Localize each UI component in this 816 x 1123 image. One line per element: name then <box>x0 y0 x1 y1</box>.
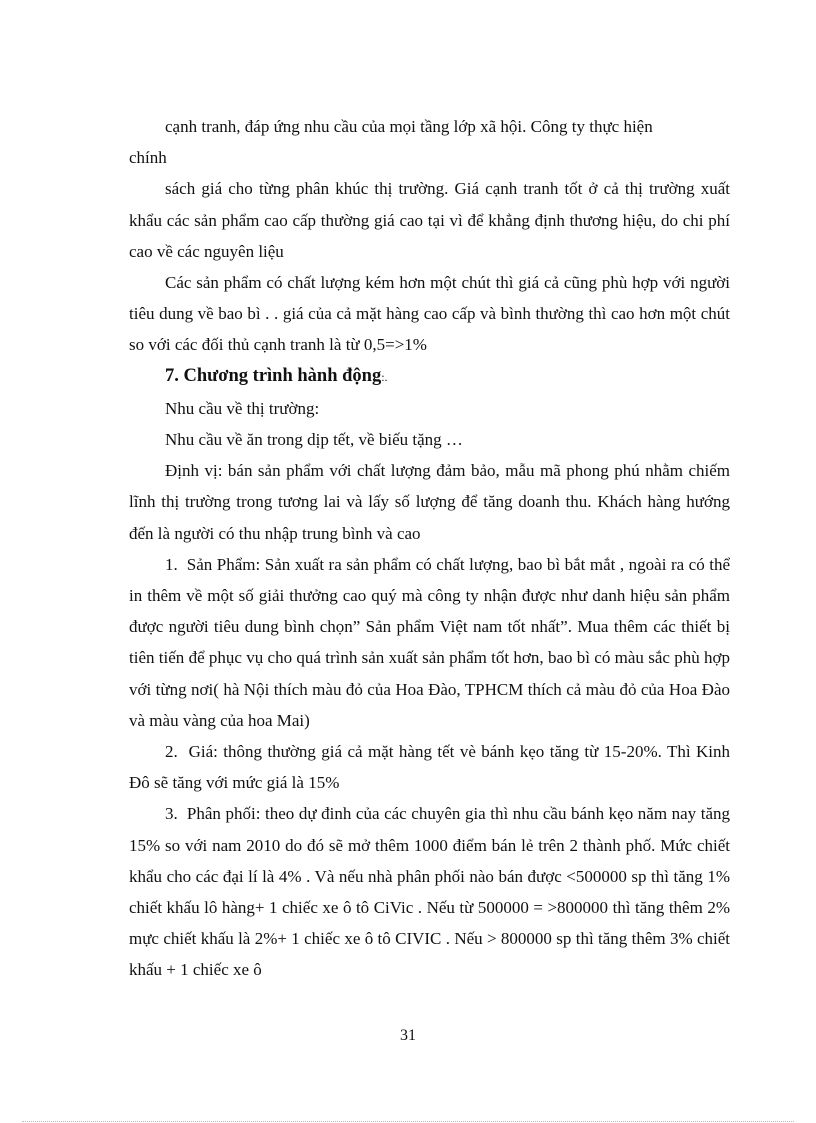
paragraph-1b: chính <box>129 148 167 168</box>
page-bottom-divider <box>22 1121 794 1122</box>
list-item-2 <box>129 736 730 798</box>
page-number: 31 <box>400 1027 416 1044</box>
list-item-3-text: Phân phối: theo dự đinh của các chuyên gia thì nhu cầu bánh kẹo năm nay tăng 15% so với nam 2010 do đó sẽ mở thêm 1000 điểm bán lẻ trên 2 thành phố. Mức chiết khẩu cho các đại lí là 4% . Và nếu nhà phân phối nào bán được <500000 sp thì tăng 1% chiết khấu lô hàng+ 1 chiếc xe ô tô CiVic . Nếu từ 500000 = >800000 thì tăng thêm 2% mực chiết khấu là 2%+ 1 chiếc xe ô tô CIVIC . Nếu > 800000 sp thì tăng thêm 3% chiết khấu + 1 chiếc xe ô <box>129 804 731 980</box>
paragraph-1a: cạnh tranh, đáp ứng nhu cầu của mọi tầng lớp xã hội. Công ty thực hiện <box>165 117 653 136</box>
section-heading-text: 7. Chương trình hành động <box>165 365 382 386</box>
paragraph-2: sách giá cho từng phân khúc thị trường. Giá cạnh tranh tốt ở cả thị trường xuất khẩu các sản phẩm cao cấp thường giá cao tại vì để khẳng định thương hiệu, do chi phí cao về các nguyên liệu <box>129 179 730 261</box>
list-item-3-number: 3. <box>165 804 178 824</box>
section-heading <box>129 361 730 393</box>
paragraph-5: Nhu cầu về ăn trong dịp tết, về biếu tặng … <box>165 430 463 450</box>
paragraph-6: Định vị: bán sản phẩm với chất lượng đảm bảo, mẫu mã phong phú nhằm chiếm lĩnh thị trường trong tương lai và lấy số lượng để tăng doanh thu. Khách hàng hướng đến là người có thu nhập trung bình và cao <box>129 461 730 543</box>
list-item-1-text: Sản Phẩm: Sản xuất ra sản phẩm có chất lượng, bao bì bắt mắt , ngoài ra có thể in thêm về một số giải thưởng cao quý mà công ty nhận được như danh hiệu sản phẩm được người tiêu dung bình chọn” Sản phẩm Việt nam tốt nhất”. Mua thêm các thiết bị tiên tiến để phục vụ cho quá trình sản xuất sản phẩm tốt hơn, bao bì có màu sắc phù hợp với từng nơi( hà Nội thích màu đỏ của Hoa Đào, TPHCM thích cả màu đỏ của Hoa Đào và màu vàng của hoa Mai) <box>129 554 730 730</box>
list-item-3 <box>129 798 730 985</box>
list-item-2-number: 2. <box>165 742 178 762</box>
section-heading-tail: :. <box>381 369 388 384</box>
paragraph-3: Các sản phẩm có chất lượng kém hơn một chút thì giá cả cũng phù hợp với người tiêu dung về bao bì . . giá của cả mặt hàng cao cấp và bình thường thì cao hơn một chút so với các đối thủ cạnh tranh là từ 0,5=>1% <box>129 273 730 355</box>
list-item-2-text: Giá: thông thường giá cả mặt hàng tết vè bánh kẹo tăng từ 15-20%. Thì Kinh Đô sẽ tăng với mức giá là 15% <box>129 742 730 793</box>
list-item-1-number: 1. <box>165 554 178 574</box>
paragraph-4: Nhu cầu về thị trường: <box>165 398 320 418</box>
list-item-1 <box>129 549 730 736</box>
body-text <box>129 111 730 986</box>
